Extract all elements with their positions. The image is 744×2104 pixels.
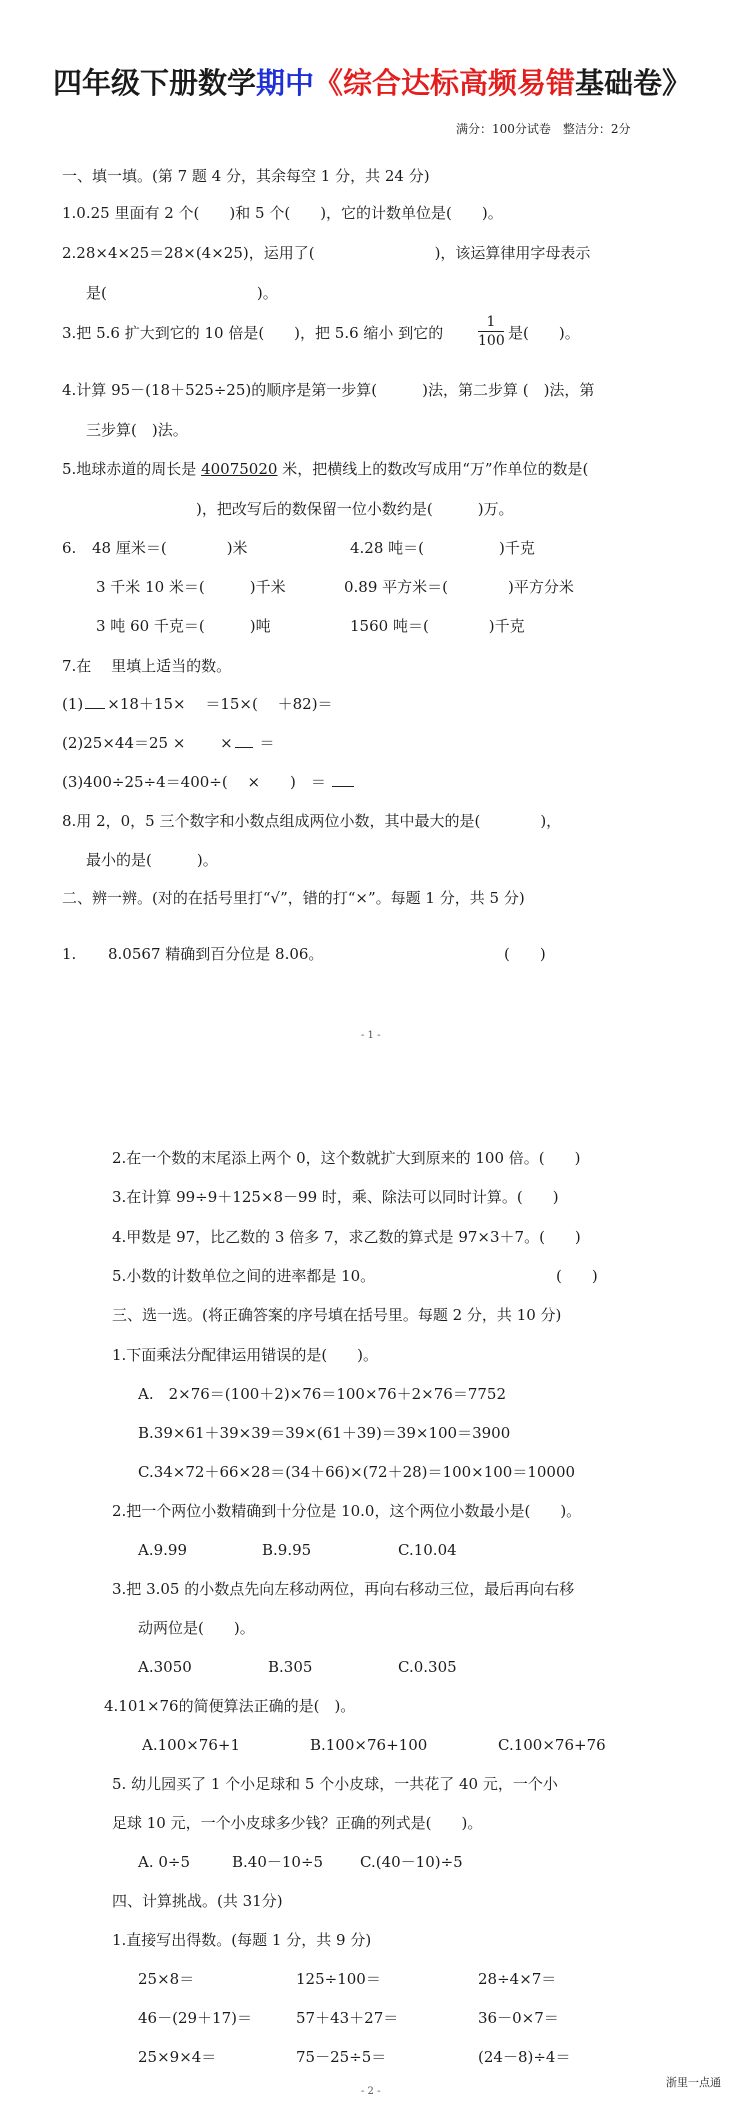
fraction-1-100 [478, 314, 504, 349]
choice-3-line1: 3.把 3.05 的小数点先向左移动两位，再向右移动三位，最后再向右移 [112, 1580, 575, 1598]
page-number-2: - 2 - [361, 2086, 381, 2097]
choice-5-line1: 5. 幼儿园买了 1 个小足球和 5 个小皮球，一共花了 40 元，一个小 [112, 1775, 558, 1793]
choice-3-option-b: B.305 [268, 1658, 313, 1676]
judge-4: 4.甲数是 97，比乙数的 3 倍多 7，求乙数的算式是 97×3＋7。( ) [112, 1228, 581, 1246]
conversion-4: 0.89 平方米＝( )平方分米 [344, 578, 574, 596]
choice-3-option-a: A.3050 [138, 1658, 192, 1676]
calc-item: 28÷4×7＝ [478, 1970, 557, 1988]
calc-item: 125÷100＝ [296, 1970, 381, 1988]
calc-item: 75－25÷5＝ [296, 2048, 387, 2066]
question-1-4-line1: 4.计算 95－(18＋525÷25)的顺序是第一步算( )法，第二步算 ( )法，第 [62, 381, 595, 399]
section-3-heading: 三、选一选。(将正确答案的序号填在括号里。每题 2 分，共 10 分) [112, 1306, 562, 1324]
answer-blank [332, 774, 354, 787]
choice-5-option-a: A. 0÷5 [138, 1853, 191, 1871]
question-1-5-text: 5.地球赤道的周长是 [62, 460, 202, 478]
underlined-number: 40075020 [201, 460, 278, 478]
page-number-1: - 1 - [361, 1030, 381, 1041]
choice-4-option-c: C.100×76+76 [498, 1736, 606, 1754]
question-1-7-3 [62, 772, 354, 792]
choice-2: 2.把一个两位小数精确到十分位是 10.0，这个两位小数最小是( )。 [112, 1502, 582, 1520]
q7-2-tail: ＝ [254, 734, 275, 752]
conversion-6: 1560 吨＝( )千克 [350, 617, 525, 635]
choice-4-option-b: B.100×76+100 [310, 1736, 428, 1754]
calc-item: 36－0×7＝ [478, 2009, 559, 2027]
q7-2-text: (2)25×44＝25 × × [62, 734, 233, 752]
choice-3-option-c: C.0.305 [398, 1658, 457, 1676]
title-suffix: 基础卷》 [575, 66, 692, 100]
choice-4: 4.101×76的简便算法正确的是( )。 [104, 1697, 356, 1715]
choice-1: 1.下面乘法分配律运用错误的是( )。 [112, 1346, 379, 1364]
judge-5-answer: ( ) [556, 1267, 598, 1285]
choice-4-option-a: A.100×76+1 [142, 1736, 240, 1754]
section-2-heading: 二、辨一辨。(对的在括号里打“√”，错的打“×”。每题 1 分，共 5 分) [62, 889, 525, 907]
conversion-1: 48 厘米＝( )米 [92, 539, 248, 557]
calc-subheading: 1.直接写出得数。(每题 1 分，共 9 分) [112, 1931, 372, 1949]
judge-1-answer: ( ) [504, 945, 546, 963]
choice-5-option-c: C.(40－10)÷5 [360, 1853, 463, 1871]
choice-2-option-a: A.9.99 [138, 1541, 187, 1559]
calc-item: 25×8＝ [138, 1970, 195, 1988]
question-1-6-label: 6. [62, 539, 77, 557]
conversion-3: 3 千米 10 米＝( )千米 [96, 578, 286, 596]
choice-5-option-b: B.40－10÷5 [232, 1853, 324, 1871]
answer-blank [235, 735, 253, 748]
question-1-5-line2: )，把改写后的数保留一位小数约是( )万。 [196, 500, 514, 518]
question-1-8-line2: 最小的是( )。 [86, 851, 218, 869]
question-1-1: 1.0.25 里面有 2 个( )和 5 个( )，它的计数单位是( )。 [62, 204, 503, 222]
question-1-3-text: 3.把 5.6 扩大到它的 10 倍是( )，把 5.6 缩小 到它的 [62, 324, 444, 342]
choice-5-line2: 足球 10 元，一个小皮球多少钱？正确的列式是( )。 [112, 1814, 483, 1832]
choice-1-option-b: B.39×61＋39×39＝39×(61＋39)＝39×100＝3900 [138, 1424, 511, 1442]
choice-2-option-b: B.9.95 [262, 1541, 312, 1559]
judge-1-number: 1. [62, 945, 77, 963]
title-prefix: 四年级下册数学 [52, 66, 256, 100]
question-1-3 [62, 323, 443, 343]
judge-3: 3.在计算 99÷9＋125×8－99 时，乘、除法可以同时计算。( ) [112, 1188, 559, 1206]
title-red: 《综合达标高频易错 [314, 66, 576, 100]
judge-2: 2.在一个数的末尾添上两个 0，这个数就扩大到原来的 100 倍。( ) [112, 1149, 581, 1167]
question-1-2-line1: 2.28×4×25＝28×(4×25)，运用了( )，该运算律用字母表示 [62, 244, 591, 262]
question-1-3-tail: 是( )。 [508, 324, 580, 342]
choice-1-option-a: A. 2×76＝(100＋2)×76＝100×76＋2×76＝7752 [138, 1385, 506, 1403]
score-info: 满分：100分试卷 整洁分：2分 [456, 122, 631, 136]
choice-2-option-c: C.10.04 [398, 1541, 457, 1559]
choice-1-option-c: C.34×72＋66×28＝(34＋66)×(72＋28)＝100×100＝10000 [138, 1463, 576, 1481]
choice-3-line2: 动两位是( )。 [138, 1619, 255, 1637]
question-1-4-line2: 三步算( )法。 [86, 421, 188, 439]
calc-item: 57＋43＋27＝ [296, 2009, 399, 2027]
section-4-heading: 四、计算挑战。(共 31分) [112, 1892, 283, 1910]
calc-item: (24－8)÷4＝ [478, 2048, 571, 2066]
fraction-denominator: 100 [478, 333, 505, 349]
judge-5: 5.小数的计数单位之间的进率都是 10。 [112, 1267, 376, 1285]
corner-brand: 浙里一点通 [666, 2076, 721, 2089]
judge-1: 8.0567 精确到百分位是 8.06。 [108, 945, 324, 963]
title-midterm: 期中 [255, 66, 314, 100]
section-1-heading: 一、填一填。(第 7 题 4 分，其余每空 1 分，共 24 分) [62, 167, 430, 185]
question-1-7-1 [62, 694, 333, 714]
q7-1-text: ×18＋15× ＝15×( ＋82)＝ [107, 695, 333, 713]
question-1-5-text-end: 米，把横线上的数改写成用“万”作单位的数是( [277, 460, 589, 478]
page-title [0, 63, 744, 103]
calc-item: 46－(29＋17)＝ [138, 2009, 252, 2027]
question-1-2-line2: 是( )。 [86, 284, 278, 302]
conversion-2: 4.28 吨＝( )千克 [350, 539, 535, 557]
question-1-5-line1 [62, 459, 588, 479]
fraction-numerator: 1 [478, 314, 504, 332]
question-1-7: 7.在 里填上适当的数。 [62, 657, 232, 675]
conversion-5: 3 吨 60 千克＝( )吨 [96, 617, 271, 635]
q7-3-text: (3)400÷25÷4＝400÷( × ) ＝ [62, 773, 326, 791]
answer-blank [85, 696, 105, 709]
question-1-8-line1: 8.用 2，0，5 三个数字和小数点组成两位小数，其中最大的是( )， [62, 812, 562, 830]
q7-1-label: (1) [62, 695, 84, 713]
calc-item: 25×9×4＝ [138, 2048, 217, 2066]
question-1-7-2 [62, 733, 275, 753]
